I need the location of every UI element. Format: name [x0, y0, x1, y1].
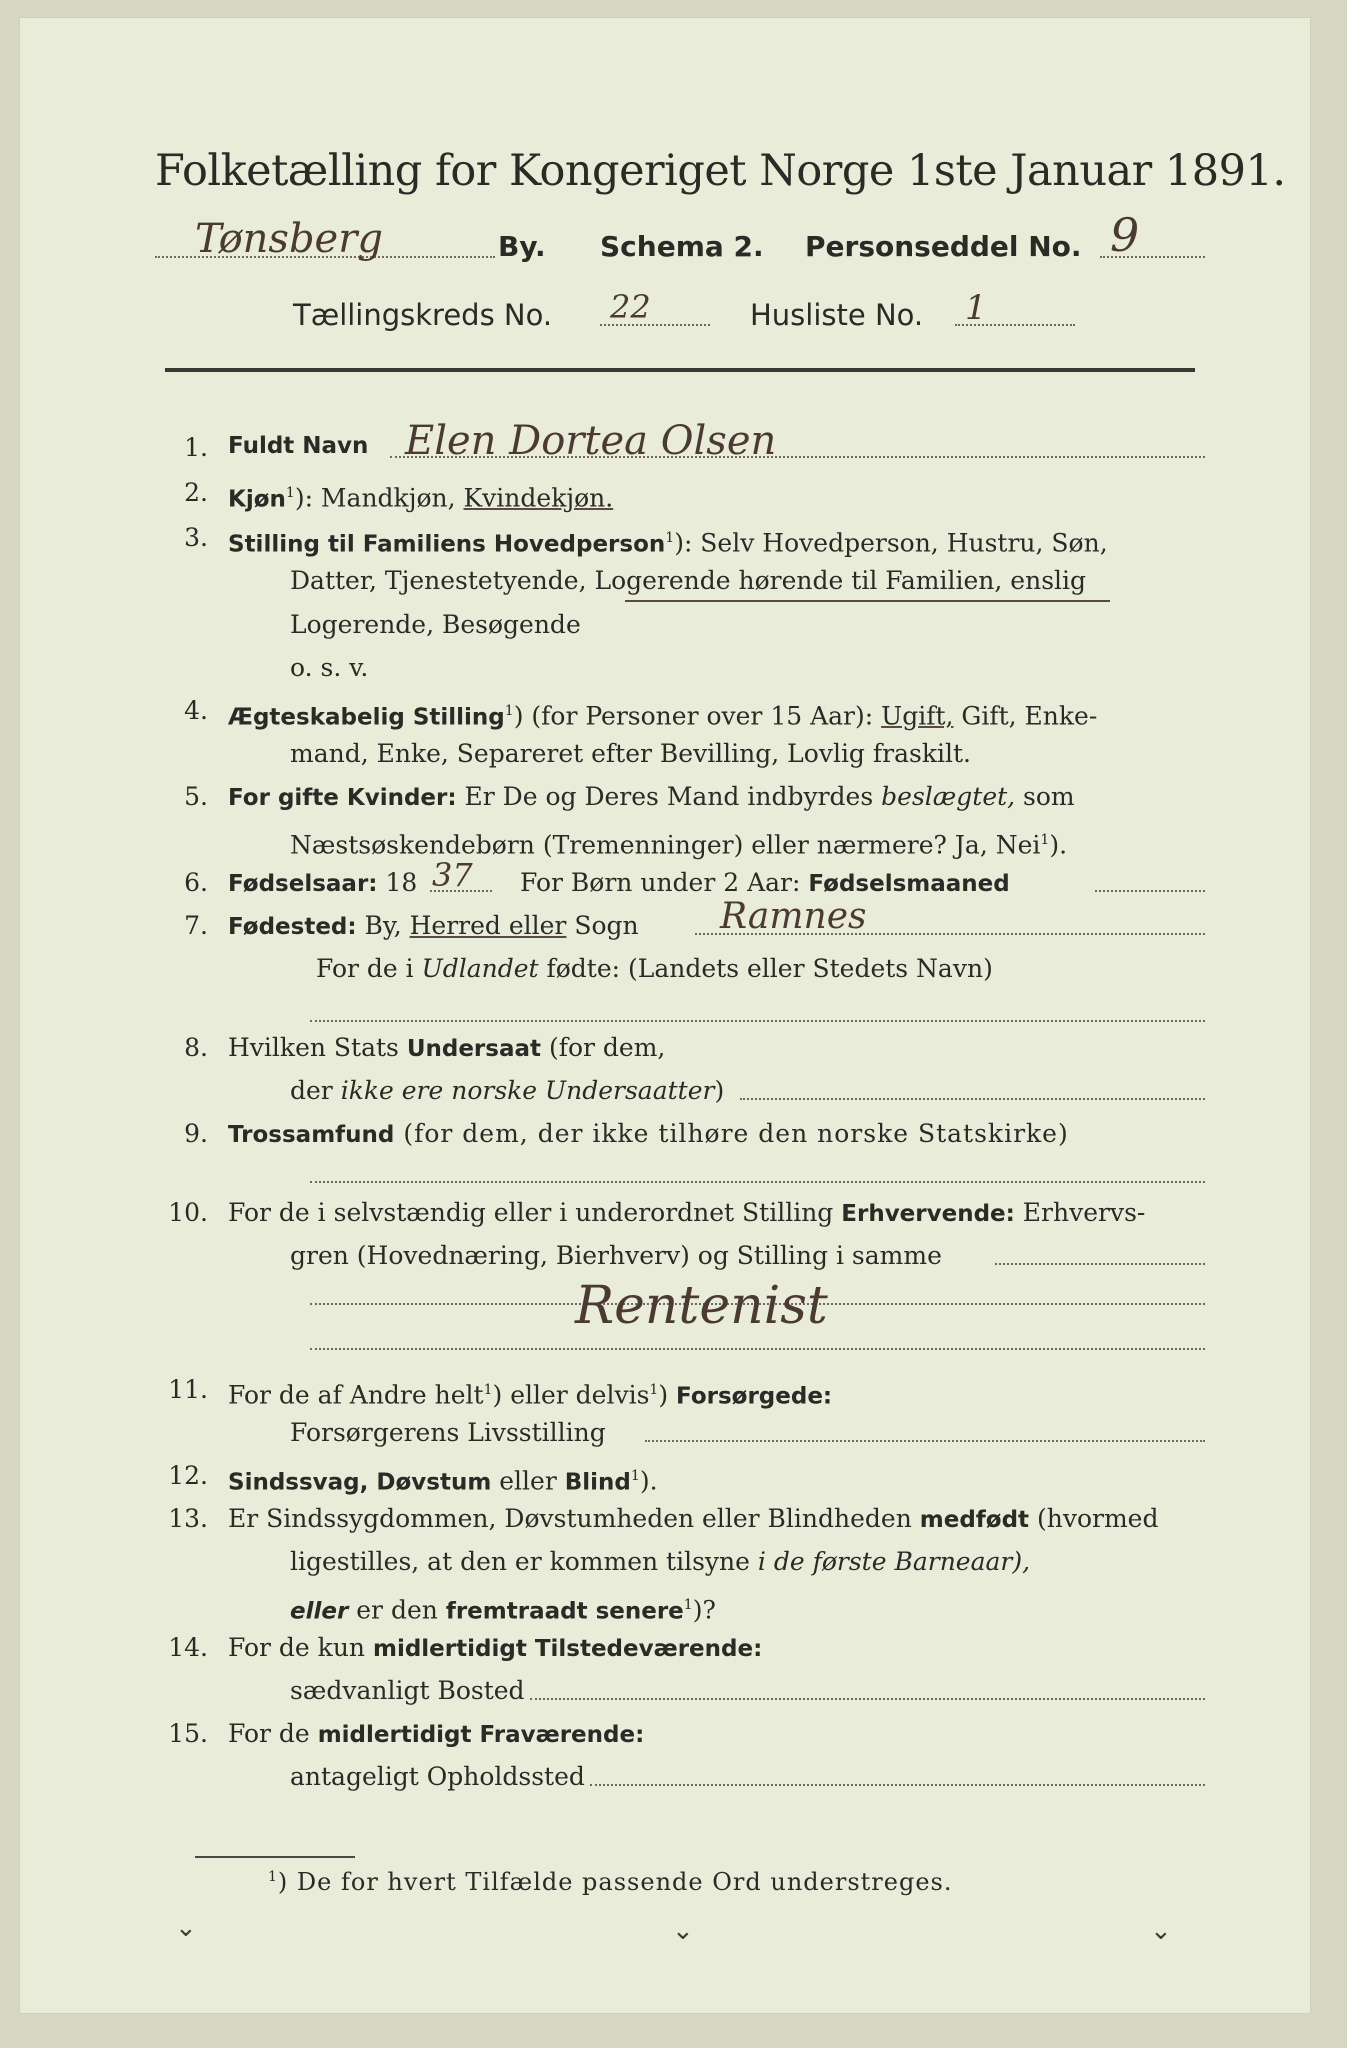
trossamfund-text: (for dem, der ikke tilhøre den norske Statskirke): [394, 1119, 1069, 1148]
by-label: By.: [498, 230, 546, 263]
form-title: Folketælling for Kongeriget Norge 1ste Januar 1891.: [155, 146, 1286, 196]
fodested-line-2: [316, 954, 993, 984]
item-number: 11.: [168, 1375, 208, 1404]
tilstede-label: midlertidigt Tilstedeværende:: [372, 1636, 763, 1662]
aegteskab-text: ) (for Personer over 15 Aar):: [513, 701, 882, 731]
erhverv-dotted-line-3: [310, 1348, 1205, 1350]
medfodt-end: )?: [692, 1595, 716, 1625]
undersaat-line-1: [228, 1033, 665, 1064]
item-number: 14.: [168, 1633, 208, 1662]
census-form-sheet: [20, 18, 1310, 2013]
eller-italic: eller: [290, 1598, 349, 1625]
fodselsmaaned-text: For Børn under 2 Aar:: [520, 868, 809, 897]
item-number: 15.: [168, 1719, 208, 1748]
medfodt-text-italic: i de første Barneaar),: [757, 1547, 1031, 1576]
header-rule: [165, 368, 1195, 372]
footnote-ref: 1: [483, 1382, 493, 1398]
fodested-text-b: Sogn: [566, 911, 639, 940]
erhverv-text-a: For de i selvstændig eller i underordnet Stilling: [228, 1198, 842, 1227]
sindssvag-label: Sindssvag, Døvstum: [228, 1469, 492, 1496]
fravaerende-line-1: [228, 1719, 644, 1750]
fravaerende-line-2: antageligt Opholdssted: [290, 1762, 585, 1791]
footnote-ref: 1: [683, 1597, 693, 1613]
sindssvag-text: eller: [491, 1466, 565, 1496]
fodested-selected: Herred eller: [409, 911, 567, 940]
aegteskab-line-2: mand, Enke, Separeret efter Bevilling, Lovlig fraskilt.: [290, 739, 971, 768]
city-handwritten: Tønsberg: [195, 216, 383, 262]
fodselsaar-value: 37: [432, 856, 473, 894]
gifte-text-a: Er De og Deres Mand indbyrdes: [456, 782, 882, 811]
taellingskreds-label: Tællingskreds No.: [293, 298, 553, 332]
gifte-label-pre: For: [228, 785, 278, 811]
forsorgede-line-1: [228, 1375, 832, 1411]
footnote-rule: [195, 1856, 355, 1858]
fodested-udland-line: [310, 1020, 1205, 1022]
gifte-text-italic: beslægtet,: [881, 782, 1016, 811]
fodselsmaaned-line: [520, 868, 1010, 899]
fodselsaar-label: Fødselsaar:: [228, 871, 378, 897]
kjon-text: ): Mandkjøn,: [294, 483, 464, 513]
erhverv-line-2: gren (Hovednæring, Bierhverv) og Stilling i samme: [290, 1241, 942, 1270]
forsorgede-dotted-line: [645, 1440, 1205, 1442]
fodested-udland-a: For de i: [316, 954, 422, 983]
fodested-udland-b: fødte: (Landets eller Stedets Navn): [538, 954, 993, 983]
tilstede-line-2: sædvanligt Bosted: [290, 1676, 525, 1705]
footnote-ref: 1: [1040, 832, 1050, 848]
husliste-no: 1: [965, 288, 987, 328]
fodested-label: Fødested:: [228, 914, 357, 940]
husliste-label: Husliste No.: [750, 298, 924, 332]
perforation-mark-center: ⌄: [672, 1916, 694, 1946]
medfodt-text-2a: ligestilles, at den er kommen tilsyne: [290, 1547, 758, 1576]
gifte-label: gifte Kvinder:: [277, 785, 457, 811]
item-number: 3.: [184, 523, 208, 552]
forsorgede-label: Forsørgede:: [676, 1383, 833, 1410]
undersaat-text-a: Hvilken Stats: [228, 1033, 407, 1062]
stilling-line-3: Logerende, Besøgende: [290, 610, 581, 639]
item-number: 13.: [168, 1504, 208, 1533]
fodested-value: Ramnes: [720, 896, 867, 937]
erhverv-label: Erhvervende:: [841, 1201, 1015, 1227]
fodselsaar-prefix: 18: [377, 868, 418, 897]
stilling-line-2: [290, 566, 1086, 596]
undersaat-text-2b: ): [714, 1076, 725, 1105]
fravaerende-label: midlertidigt Fraværende:: [317, 1722, 645, 1748]
fodselsmaaned-dotted-line: [1095, 890, 1205, 892]
item-number: 12.: [168, 1461, 208, 1490]
aegteskab-selected: Ugift,: [881, 701, 954, 731]
gifte-text-end: ).: [1049, 830, 1068, 860]
item-number: 9.: [184, 1119, 208, 1148]
sindssvag-line: [228, 1461, 658, 1497]
footnote: [268, 1868, 952, 1896]
medfodt-line-2: [290, 1547, 1030, 1577]
forsorgede-text-a: For de af Andre helt: [228, 1380, 484, 1410]
erhverv-value: Rentenist: [575, 1276, 828, 1336]
fremtraadt-label: fremtraadt senere: [445, 1598, 684, 1625]
aegteskab-line-1: [228, 696, 1097, 732]
footnote-ref: 1: [665, 530, 675, 546]
undersaat-text-2a: der: [290, 1076, 341, 1105]
item-number: 10.: [168, 1198, 208, 1227]
footnote-ref: 1: [649, 1382, 659, 1398]
undersaat-text-italic: ikke ere norske Undersaatter: [340, 1076, 715, 1105]
sindssvag-end: ).: [639, 1466, 658, 1496]
erhverv-dotted-line-1: [995, 1263, 1205, 1265]
medfodt-label: medfødt: [919, 1507, 1030, 1533]
fodested-line-1: [228, 911, 639, 942]
erhverv-text-c: Erhvervs-: [1014, 1198, 1146, 1227]
fodselsaar-line: [228, 868, 417, 899]
footnote-ref: 1: [630, 1468, 640, 1484]
medfodt-text-c: (hvormed: [1029, 1504, 1159, 1533]
trossamfund-line: [228, 1119, 1069, 1150]
medfodt-line-3: [290, 1590, 716, 1626]
tilstede-line-1: [228, 1633, 762, 1664]
undersaat-label: Undersaat: [406, 1036, 541, 1062]
perforation-mark-left: ⌄: [175, 1913, 197, 1943]
fuldt-navn-value: Elen Dortea Olsen: [405, 418, 777, 464]
fodested-text-a: By,: [356, 911, 410, 940]
undersaat-text-c: (for dem,: [541, 1033, 666, 1062]
item-number: 8.: [184, 1033, 208, 1062]
item-number: 2.: [184, 478, 208, 507]
fodested-udland-italic: Udlandet: [421, 954, 539, 983]
undersaat-line-2: [290, 1076, 724, 1106]
medfodt-text-3a: er den: [348, 1595, 446, 1625]
stilling-selected: Logerende hørende til Familien,: [594, 566, 1003, 595]
medfodt-text-a: Er Sindssygdommen, Døvstumheden eller Blindheden: [228, 1504, 920, 1533]
tilstede-text: For de kun: [228, 1633, 373, 1662]
footnote-marker: 1: [268, 1869, 278, 1885]
forsorgede-text-c: ): [658, 1380, 677, 1410]
kjon-selected: Kvindekjøn.: [463, 483, 614, 513]
taellingskreds-no: 22: [610, 288, 651, 326]
tilstede-dotted-line: [530, 1698, 1205, 1700]
forsorgede-line-2: Forsørgerens Livsstilling: [290, 1418, 606, 1447]
stilling-options-1: ): Selv Hovedperson, Hustru, Søn,: [674, 528, 1108, 558]
fravaerende-text: For de: [228, 1719, 318, 1748]
personseddel-label: Personseddel No.: [805, 230, 1082, 263]
perforation-mark-right: ⌄: [1150, 1916, 1172, 1946]
stilling-line-4: o. s. v.: [290, 653, 369, 682]
gifte-line-2: [290, 825, 1067, 860]
stilling-label: Stilling til Familiens Hovedperson: [228, 531, 666, 558]
trossamfund-dotted-line: [310, 1181, 1205, 1183]
blind-label: Blind: [564, 1469, 631, 1496]
fravaerende-dotted-line: [590, 1784, 1205, 1786]
personseddel-no: 9: [1110, 208, 1140, 262]
gifte-text-2: Næstsøskendebørn (Tremenninger) eller nærmere? Ja, Nei: [290, 830, 1041, 860]
footnote-ref: 1: [504, 703, 514, 719]
item-number: 1.: [184, 433, 208, 462]
kjon-line: [228, 478, 613, 514]
trossamfund-label: Trossamfund: [228, 1122, 395, 1148]
fodselsmaaned-label: Fødselsmaaned: [808, 871, 1010, 897]
aegteskab-label: Ægteskabelig Stilling: [228, 704, 505, 731]
stilling-options-2b: enslig: [1002, 566, 1087, 595]
item-number: 5.: [184, 782, 208, 811]
gifte-line-1: [228, 782, 1075, 813]
item-number: 7.: [184, 911, 208, 940]
gifte-text-b: som: [1015, 782, 1075, 811]
item-number: 4.: [184, 696, 208, 725]
aegteskab-options: Gift, Enke-: [953, 701, 1098, 731]
stilling-line-1: [228, 523, 1108, 559]
item-number: 6.: [184, 868, 208, 897]
undersaat-dotted-line: [740, 1098, 1205, 1100]
forsorgede-text-b: ) eller delvis: [492, 1380, 650, 1410]
medfodt-line-1: [228, 1504, 1158, 1535]
erhverv-line-1: [228, 1198, 1145, 1229]
fuldt-navn-label: Fuldt Navn: [228, 433, 369, 459]
schema-label: Schema 2.: [600, 230, 764, 263]
stilling-options-2a: Datter, Tjenestetyende,: [290, 566, 595, 595]
stilling-underline: [625, 600, 1110, 602]
footnote-ref: 1: [285, 485, 295, 501]
kjon-label: Kjøn: [228, 486, 286, 513]
footnote-text: ) De for hvert Tilfælde passende Ord understreges.: [277, 1868, 953, 1896]
